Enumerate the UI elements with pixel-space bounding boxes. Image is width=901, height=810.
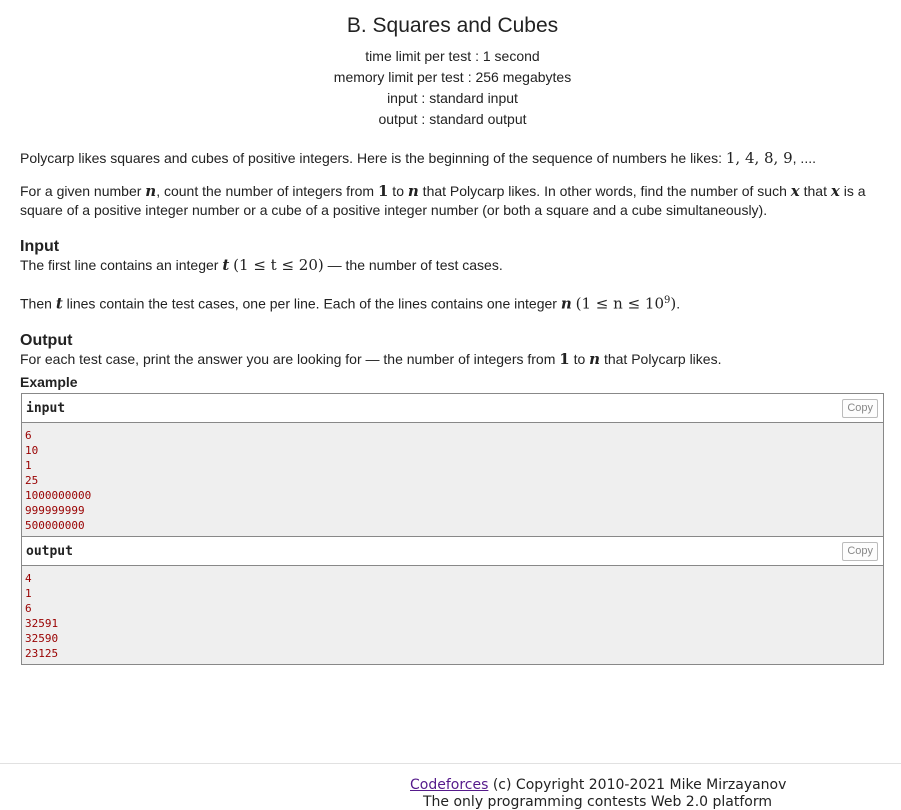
sample-input-label: input [26, 401, 66, 416]
legend-paragraph-2: For a given number n, count the number of integers from 1 to n that Polycarp likes. In other words, find the number of such x that x is a square of a positive integer number or a cube of a positive integer number (or both a square and a cube simultaneously). [20, 182, 866, 218]
input-line: 1000000000 [25, 489, 92, 502]
input-line: 500000000 [25, 519, 85, 532]
memory-limit: memory limit per test : 256 megabytes [333, 69, 572, 85]
copy-output-button[interactable]: Copy [842, 542, 878, 561]
sample-input-body[interactable] [22, 423, 883, 536]
sample-output-body[interactable] [22, 566, 883, 664]
sample-output-header [22, 537, 883, 566]
output-line: 32591 [25, 617, 59, 630]
sample-output-label: output [26, 544, 73, 559]
output-line: 23125 [25, 647, 59, 660]
input-line: 1 [25, 459, 32, 472]
input-line: 999999999 [25, 504, 85, 517]
output-line: 6 [25, 602, 32, 615]
input-section-title: Input [20, 238, 60, 255]
input-line: 6 [25, 429, 32, 442]
output-section-title: Output [20, 331, 73, 349]
output-file: output : standard output [378, 111, 527, 127]
output-paragraph: For each test case, print the answer you are looking for — the number of integers from 1 to n that Polycarp likes. [20, 349, 722, 368]
problem-statement [20, 0, 885, 369]
footer-divider [0, 763, 901, 764]
input-line: 25 [25, 474, 39, 487]
sample-output [21, 536, 884, 665]
problem-title: B. Squares and Cubes [346, 14, 559, 37]
input-paragraph-2: Then t lines contain the test cases, one per line. Each of the lines contains one integer n $(1 \le n \le 10^9)$. [20, 294, 681, 313]
footer-tagline: The only programming contests Web 2.0 platform [423, 794, 772, 810]
input-paragraph-1: The first line contains an integer t (1 ≤ t ≤ 20) — the number of test cases. [20, 256, 503, 274]
time-limit: time limit per test : 1 second [365, 48, 540, 64]
copy-input-button[interactable]: Copy [842, 399, 878, 418]
problem-header [20, 12, 885, 130]
sample-input [21, 393, 884, 537]
output-line: 32590 [25, 632, 59, 645]
sample-input-header [22, 394, 883, 423]
output-line: 4 [25, 572, 32, 585]
footer-copyright: Codeforces (c) Copyright 2010-2021 Mike Mirzayanov [410, 777, 787, 793]
example-label: Example [20, 374, 78, 390]
output-line: 1 [25, 587, 32, 600]
legend-paragraph-1: Polycarp likes squares and cubes of positive integers. Here is the beginning of the sequence of numbers he likes: 1, 4, 8, 9, .... [20, 149, 816, 167]
codeforces-link[interactable]: Codeforces [410, 777, 489, 793]
input-file: input : standard input [387, 90, 518, 106]
input-line: 10 [25, 444, 39, 457]
